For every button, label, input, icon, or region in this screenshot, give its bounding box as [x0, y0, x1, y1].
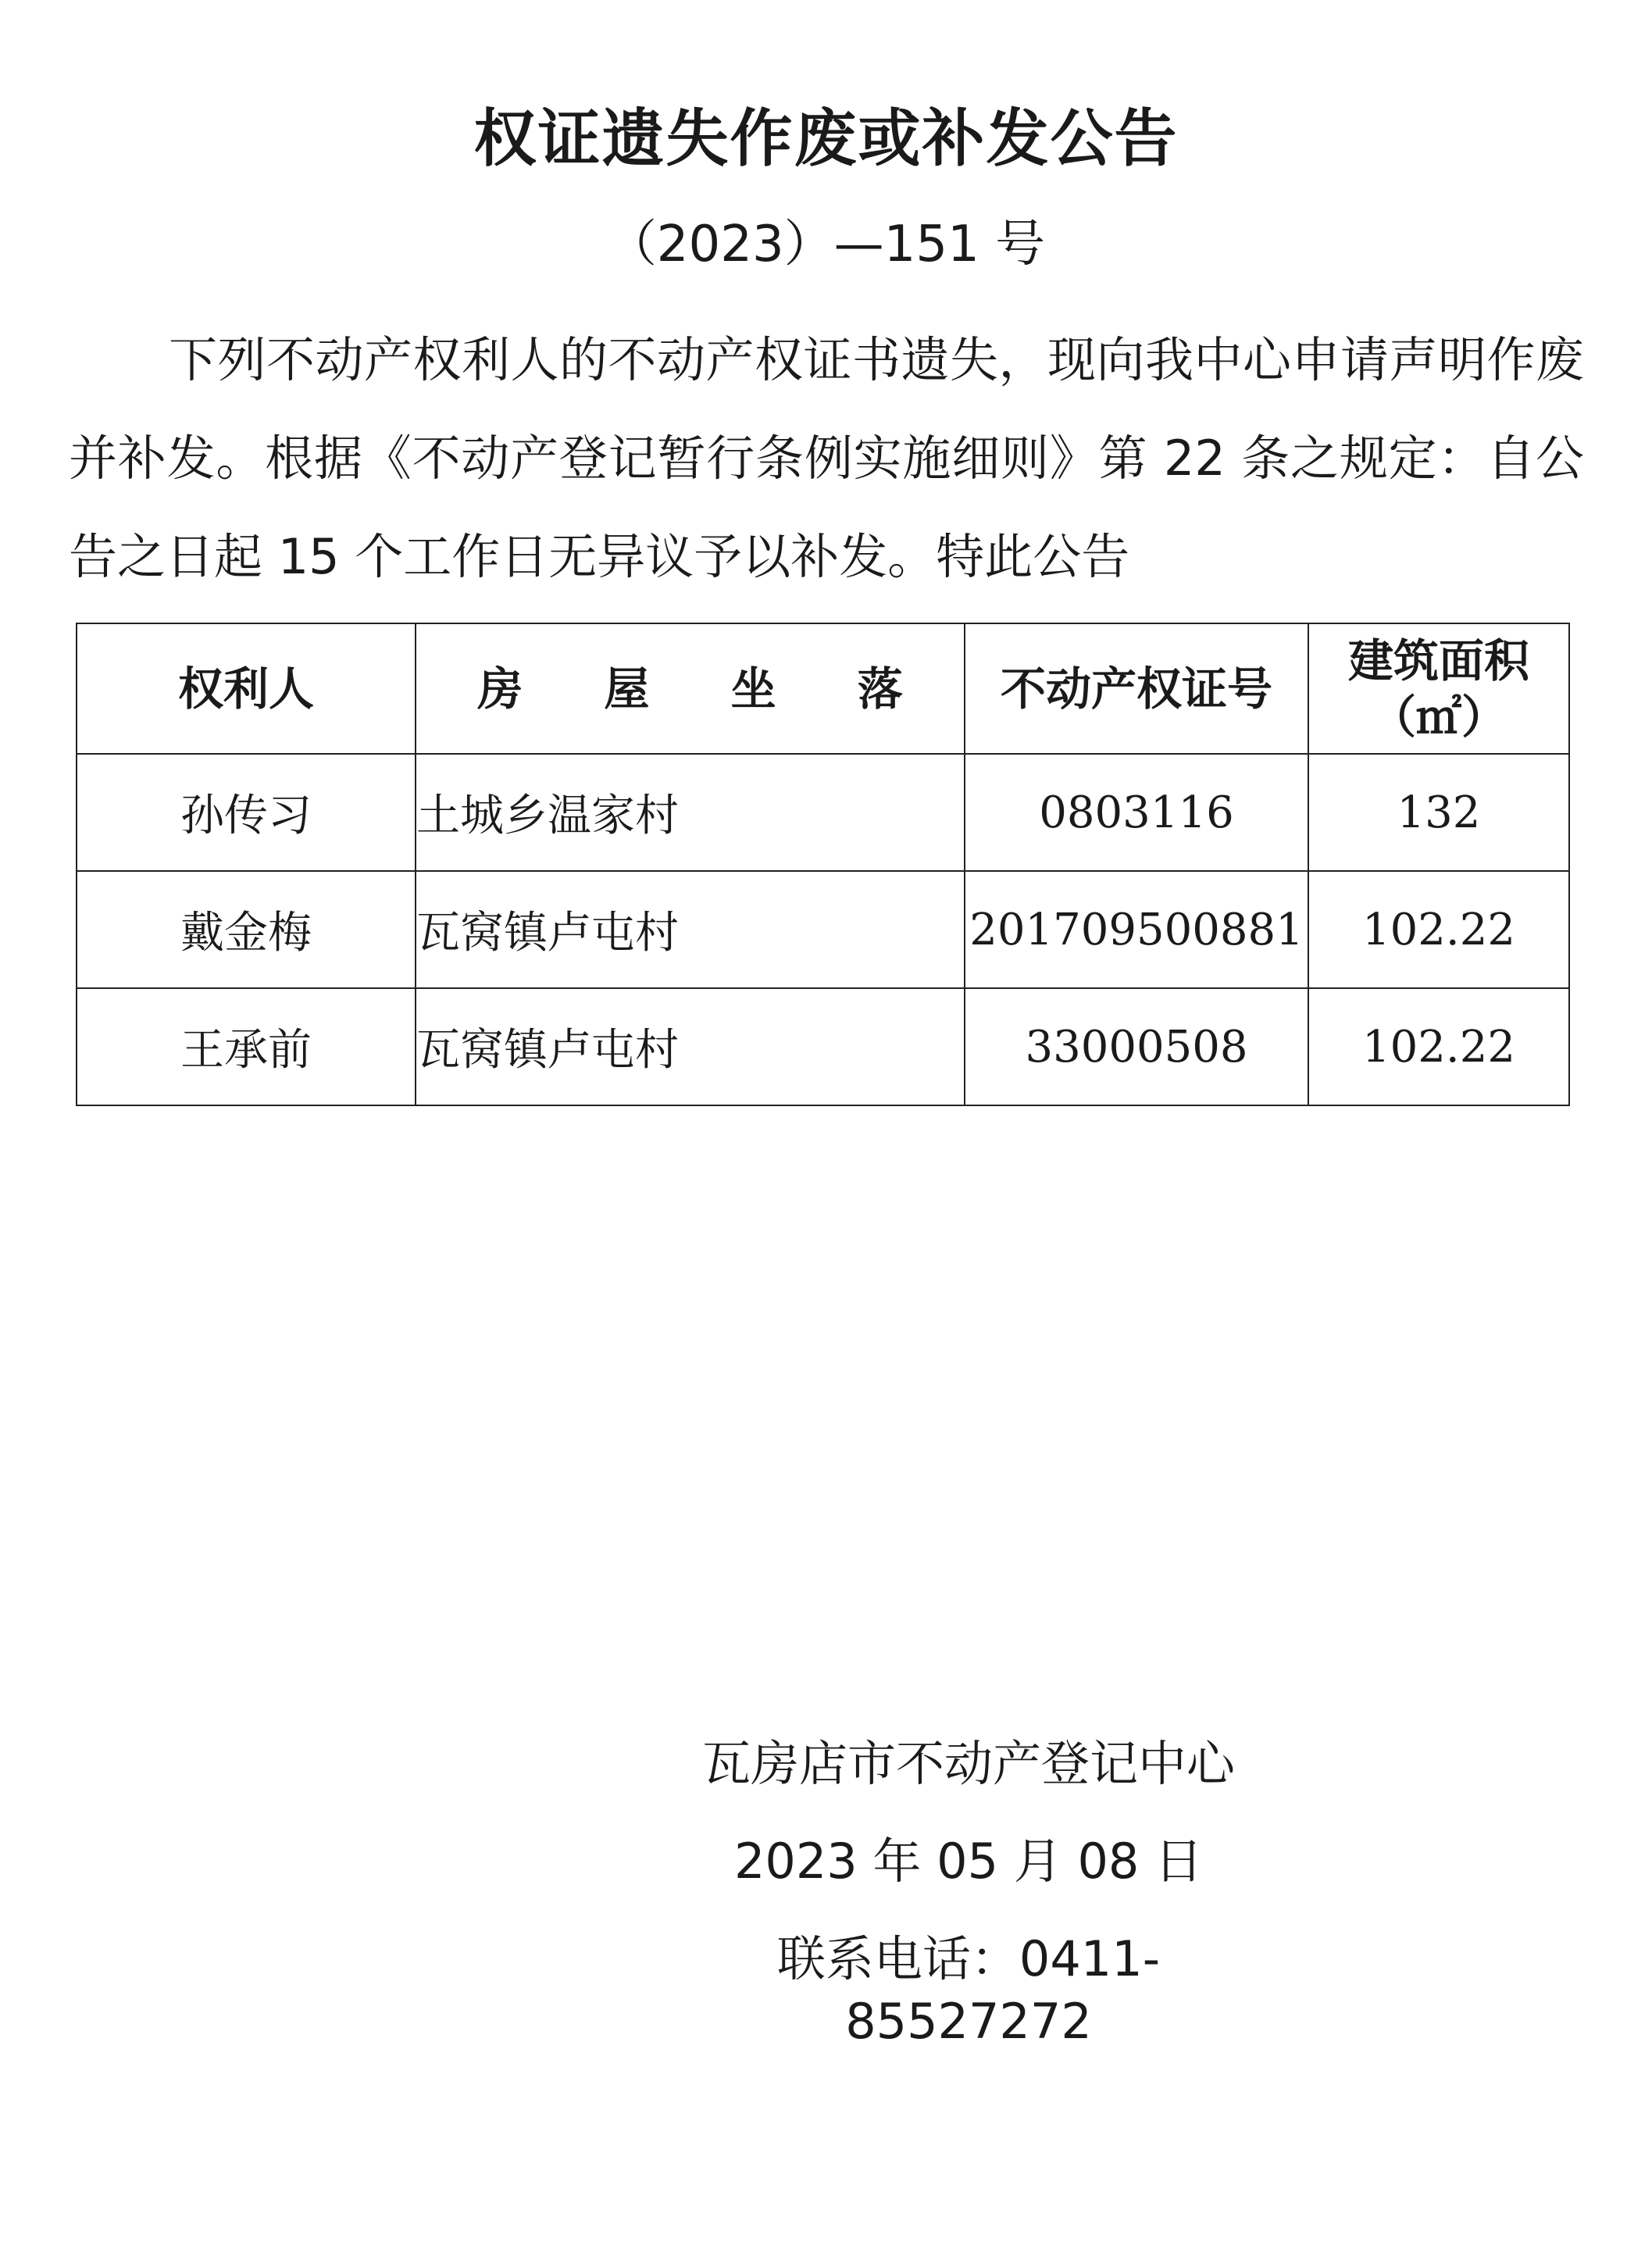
header-address-label: 房 屋 坐 落 [477, 662, 936, 716]
table-row [77, 754, 1569, 871]
notice-number: （2023）—151 号 [606, 216, 1046, 273]
issue-date: 2023 年 05 月 08 日 [733, 1833, 1204, 1890]
cell-cert-no: 33000508 [965, 988, 1308, 1105]
cell-address: 土城乡温家村 [416, 754, 965, 871]
header-cert-no: 不动产权证号 [965, 623, 1308, 754]
header-area-label: 建筑面积 [1347, 634, 1529, 687]
header-owner: 权利人 [77, 623, 416, 754]
cell-area: 132 [1308, 754, 1569, 871]
contact-phone: 联系电话：0411-85527272 [776, 1930, 1161, 2050]
header-area-unit: （㎡） [1370, 690, 1507, 744]
header-area [1308, 623, 1569, 754]
issuing-organization: 瓦房店市不动产登记中心 [701, 1735, 1235, 1792]
notice-title: 权证遗失作废或补发公告 [473, 102, 1179, 175]
cell-owner: 王承前 [77, 988, 416, 1105]
cell-area: 102.22 [1308, 871, 1569, 988]
cell-cert-no: 0803116 [965, 754, 1308, 871]
table-header-row [77, 623, 1569, 754]
notice-body: 下列不动产权利人的不动产权证书遗失，现向我中心申请声明作废并补发。根据《不动产登记暂行条例实施细则》第 22 条之规定：自公告之日起 15 个工作日无异议予以补发。特此公告 [69, 331, 1584, 585]
cell-area: 102.22 [1308, 988, 1569, 1105]
cell-owner: 戴金梅 [77, 871, 416, 988]
records-table [76, 623, 1570, 1106]
header-address [416, 623, 965, 754]
cell-address: 瓦窝镇卢屯村 [416, 871, 965, 988]
table-row [77, 988, 1569, 1105]
cell-address: 瓦窝镇卢屯村 [416, 988, 965, 1105]
cell-owner: 孙传习 [77, 754, 416, 871]
cell-cert-no: 201709500881 [965, 871, 1308, 988]
table-row [77, 871, 1569, 988]
